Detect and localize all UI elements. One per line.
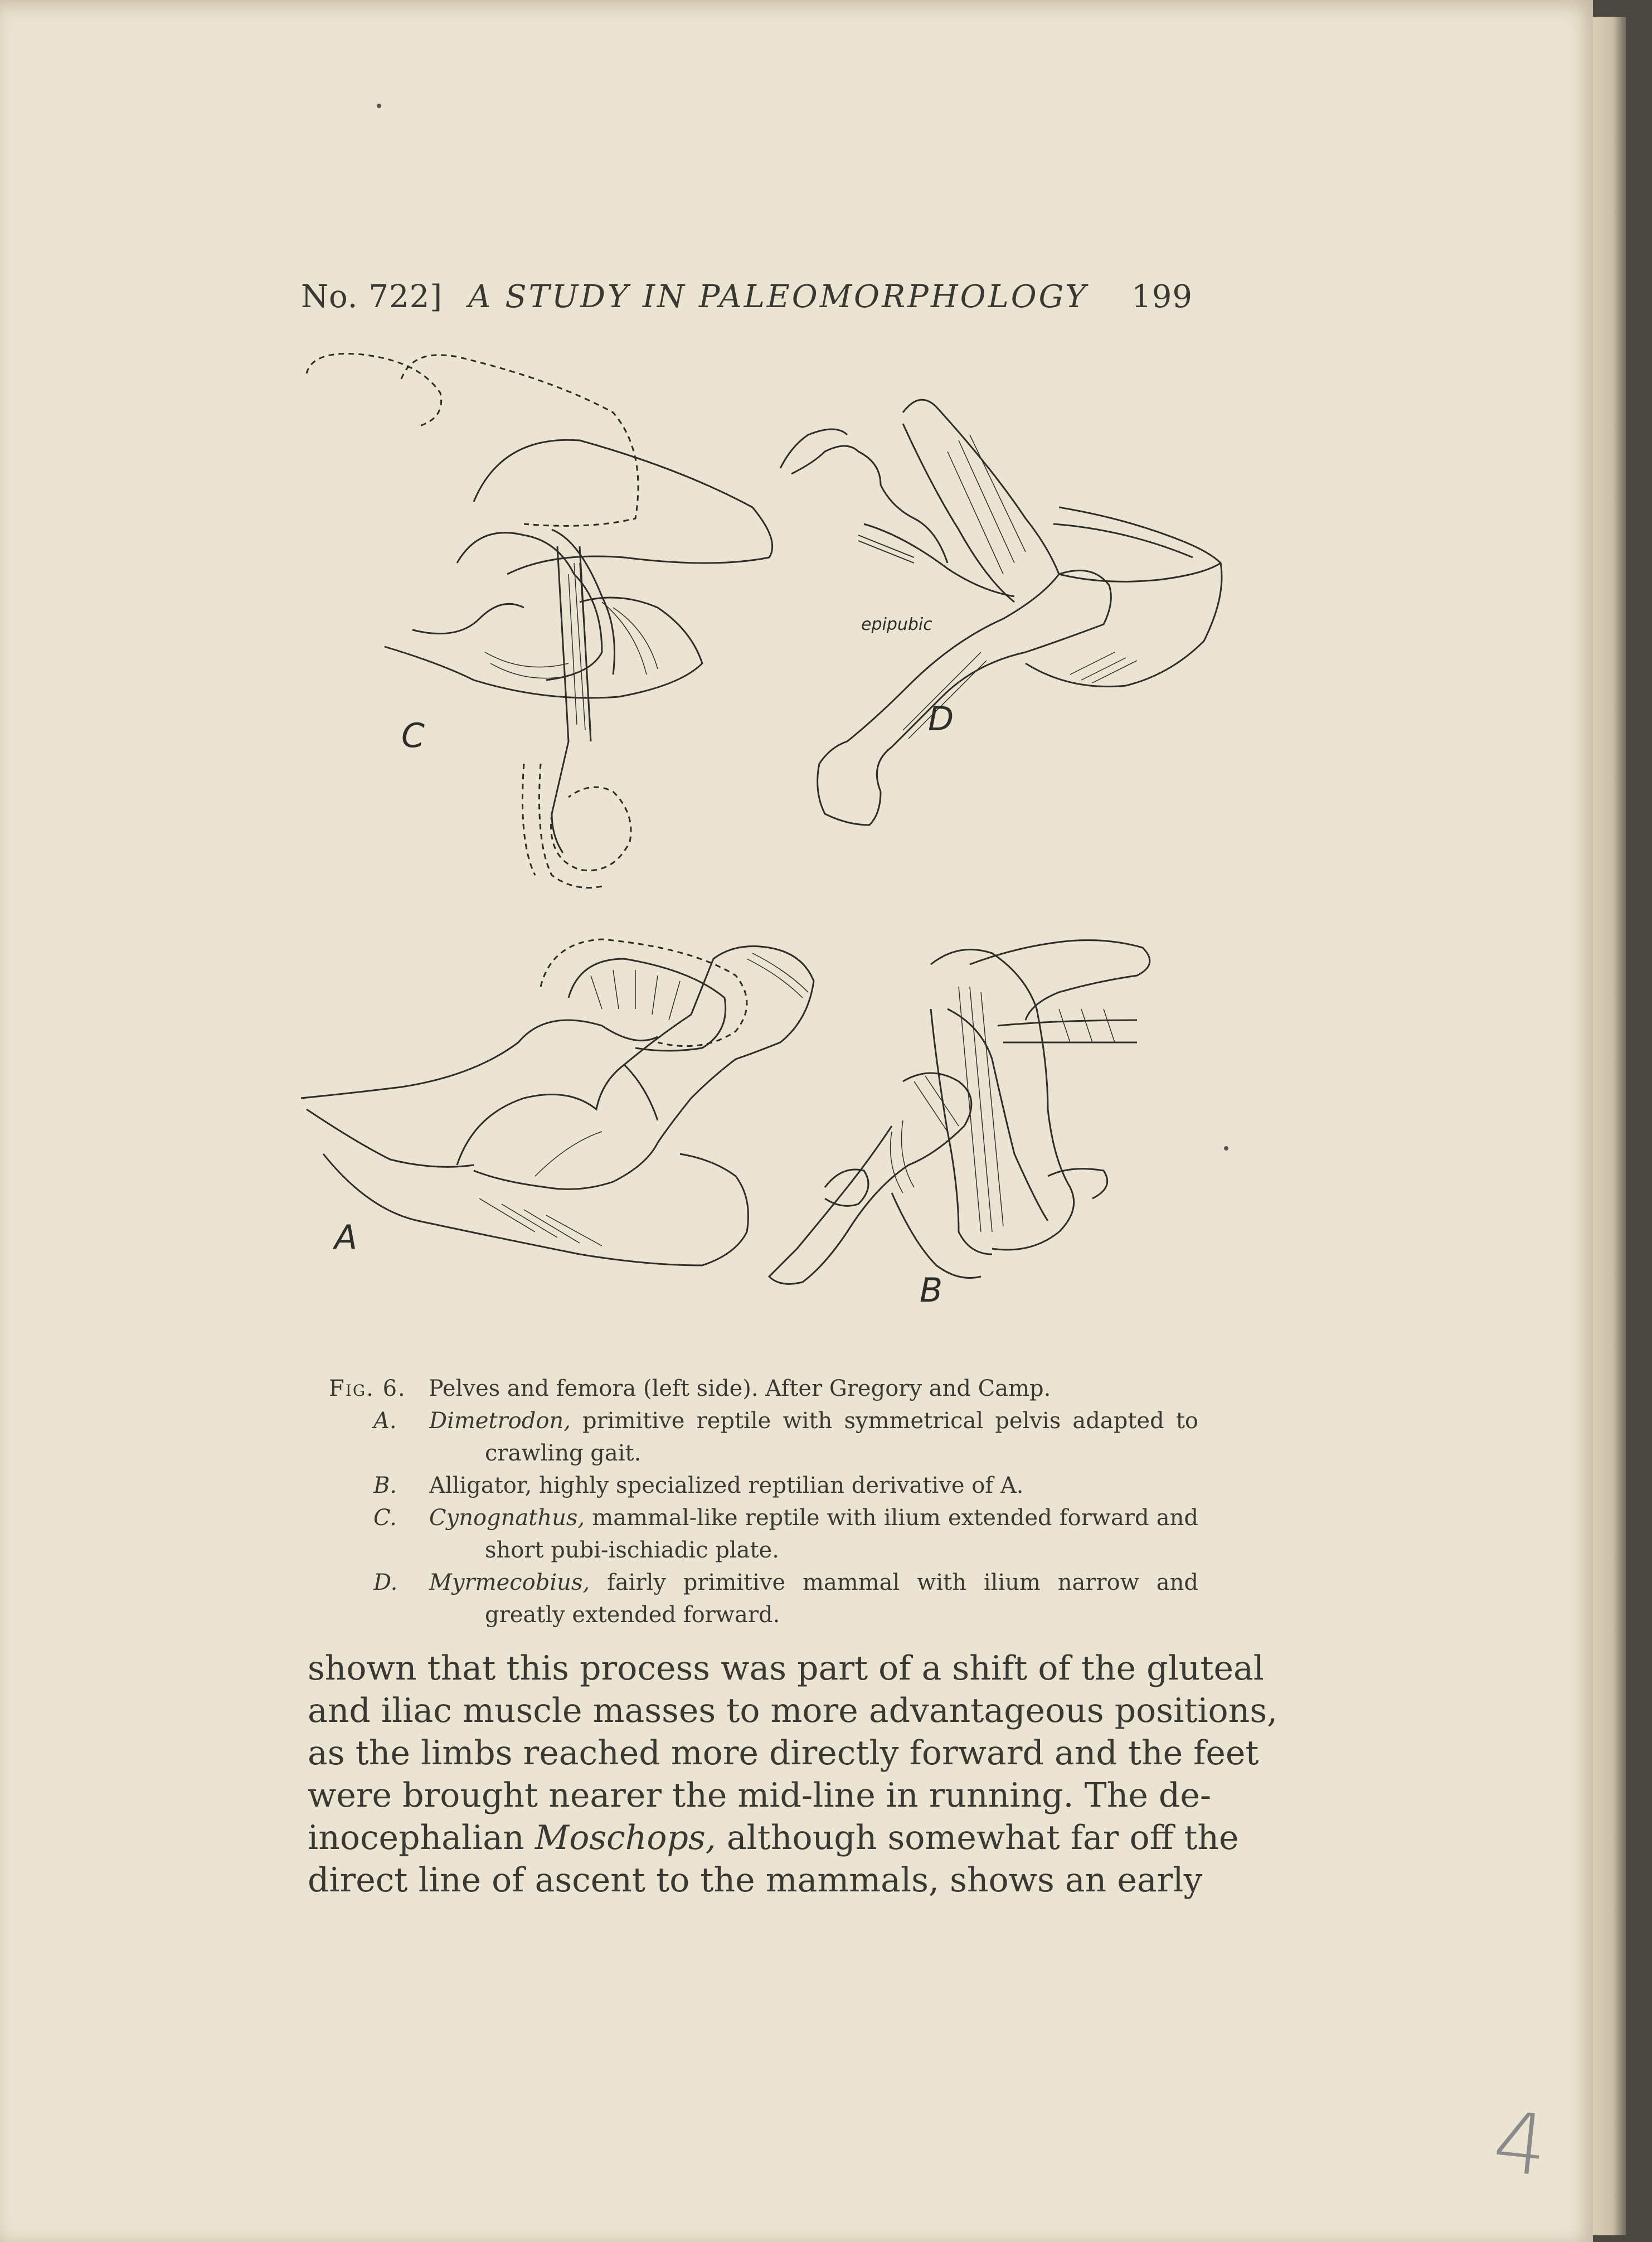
body-line: direct line of ascent to the mammals, shows an early — [308, 1861, 1203, 1900]
caption-item-c — [373, 1502, 1198, 1566]
running-title: A STUDY IN PALEOMORPHOLOGY — [468, 279, 1089, 315]
caption-letter: A. — [373, 1408, 397, 1434]
caption-genus: Dimetrodon, — [429, 1408, 571, 1434]
drawing-a — [301, 939, 814, 1265]
caption-text: mammal-like reptile with ilium extended forward and short pubi-ischiadic plate. — [485, 1505, 1198, 1563]
drawing-c — [307, 353, 772, 887]
caption-letter: B. — [373, 1473, 397, 1498]
speck — [377, 104, 381, 108]
pelvis-drawings — [290, 340, 1237, 1366]
label-epipubic: epipubic — [861, 615, 932, 634]
drawing-d — [780, 400, 1222, 825]
caption-letter: C. — [373, 1505, 397, 1531]
body-fragment: although somewhat far off the — [716, 1818, 1239, 1857]
body-line: and iliac muscle masses to more advantageous positions, — [308, 1691, 1278, 1730]
caption-genus: Myrmecobius, — [429, 1570, 590, 1595]
body-line: shown that this process was part of a shift of the gluteal — [308, 1649, 1264, 1688]
caption-text: primitive reptile with symmetrical pelvis adapted to crawling gait. — [485, 1408, 1198, 1466]
label-d: D — [928, 700, 954, 739]
page-edge — [1593, 17, 1626, 2235]
caption-item-d — [373, 1566, 1198, 1631]
caption-item-a — [373, 1405, 1198, 1469]
page-number: 199 — [1131, 279, 1193, 315]
label-b: B — [920, 1271, 943, 1310]
body-line-moschops — [308, 1817, 1239, 1859]
caption-text: Alligator, highly specialized reptilian derivative of A. — [429, 1473, 1024, 1498]
body-genus: Moschops, — [535, 1818, 716, 1857]
caption-item-b — [373, 1469, 1198, 1502]
caption-letter: D. — [373, 1570, 398, 1595]
caption-lead-text: Pelves and femora (left side). After Gregory and Camp. — [428, 1376, 1051, 1401]
drawing-b — [769, 940, 1150, 1284]
issue-number: No. 722] — [301, 279, 443, 315]
body-line: as the limbs reached more directly forward and the feet — [308, 1734, 1259, 1773]
body-fragment: inocephalian — [308, 1818, 535, 1857]
caption-genus: Cynognathus, — [429, 1505, 585, 1531]
body-paragraph — [308, 1647, 1278, 1901]
body-line: were brought nearer the mid-line in running. The de- — [308, 1776, 1212, 1815]
label-a: A — [334, 1218, 358, 1257]
handwritten-page-mark: 4 — [1489, 2093, 1552, 2196]
running-header — [301, 279, 1193, 323]
caption-text: fairly primitive mammal with ilium narrow and greatly extended forward. — [485, 1570, 1198, 1628]
caption-lead — [329, 1372, 1198, 1405]
figure-caption — [329, 1372, 1198, 1631]
label-c: C — [401, 716, 425, 755]
figure-6 — [290, 340, 1237, 1366]
caption-fig-number: Fig. 6. — [329, 1376, 406, 1401]
